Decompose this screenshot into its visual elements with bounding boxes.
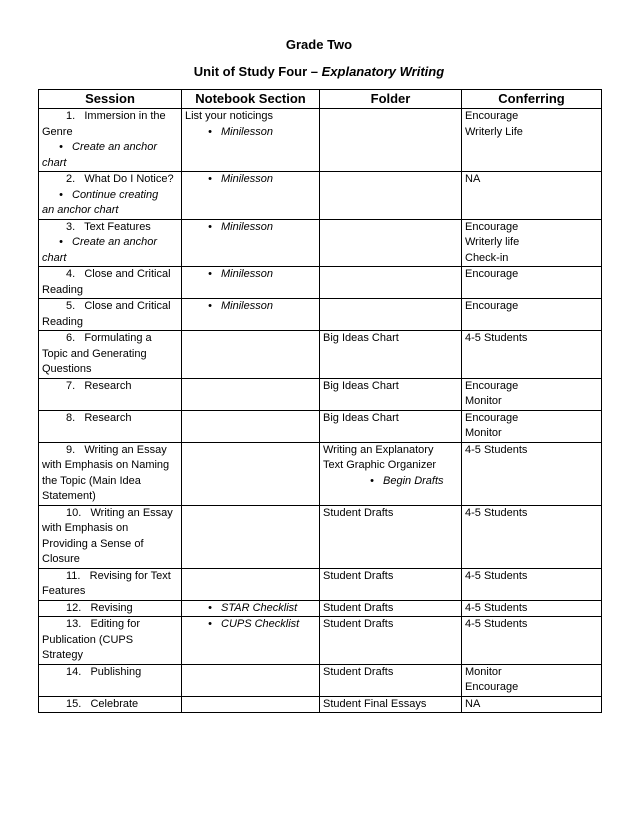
conferring-cell (462, 410, 602, 442)
session-title-cont: Topic and Generating (42, 347, 147, 360)
session-number: 13. (66, 618, 82, 630)
folder-text: Student Drafts (323, 506, 394, 519)
folder-cell (320, 172, 462, 220)
session-title-cont: Providing a Sense of (42, 537, 144, 550)
session-cell (39, 505, 182, 568)
notebook-cell (182, 378, 320, 410)
folder-cell (320, 568, 462, 600)
session-title-cont: Strategy (42, 649, 83, 661)
table-row (39, 600, 602, 617)
session-cell (39, 299, 182, 331)
session-cell (39, 267, 182, 299)
unit-plan-table (38, 89, 602, 713)
bullet-icon: • (59, 188, 63, 201)
session-number: 3. (66, 220, 76, 233)
column-header-folder: Folder (320, 90, 462, 109)
table-row (39, 109, 602, 172)
conferring-text: 4-5 Students (465, 506, 528, 519)
session-title: What Do I Notice? (84, 173, 174, 185)
session-cell (39, 172, 182, 220)
session-first-line (42, 267, 178, 283)
session-first-line (42, 569, 178, 585)
session-title-cont: Statement) (42, 490, 96, 502)
conferring-cell (462, 219, 602, 267)
session-number: 11. (66, 569, 81, 582)
conferring-text: Encourage (465, 268, 519, 280)
session-first-line (42, 617, 178, 633)
table-row (39, 568, 602, 600)
session-title: Celebrate (90, 697, 139, 710)
bullet-icon: • (208, 173, 212, 185)
conferring-cell (462, 331, 602, 379)
bullet-icon: • (208, 300, 212, 312)
notebook-cell (182, 617, 320, 665)
session-title-cont: Features (42, 585, 86, 597)
notebook-cell (182, 410, 320, 442)
header-row (39, 90, 602, 109)
folder-text: Writing an Explanatory (323, 443, 434, 456)
conferring-text: NA (465, 697, 481, 710)
bullet-text: Create an anchor (72, 236, 157, 248)
folder-text: Big Ideas Chart (323, 411, 399, 424)
conferring-cell (462, 267, 602, 299)
session-number: 10. (66, 506, 82, 519)
folder-cell (320, 331, 462, 379)
table-row (39, 617, 602, 665)
bullet-text: CUPS Checklist (221, 618, 300, 630)
folder-text: Student Final Essays (323, 697, 427, 710)
session-title: Research (84, 379, 132, 392)
conferring-text: 4-5 Students (465, 601, 528, 614)
bullet-text: Minilesson (221, 268, 273, 280)
session-number: 6. (66, 332, 76, 344)
folder-cell (320, 299, 462, 331)
bullet-text: Minilesson (221, 173, 273, 185)
session-title-cont: with Emphasis on Naming (42, 459, 170, 471)
session-number: 1. (66, 110, 76, 122)
notebook-bullet (185, 125, 316, 141)
bullet-icon: • (208, 601, 212, 614)
session-bullet-cont: an anchor chart (42, 204, 119, 216)
session-title: Formulating a (84, 332, 152, 344)
conferring-text: Encourage (465, 300, 519, 312)
session-bullet (42, 188, 178, 204)
session-cell (39, 109, 182, 172)
table-row (39, 410, 602, 442)
conferring-cell (462, 109, 602, 172)
table-row (39, 219, 602, 267)
notebook-text: List your noticings (185, 110, 274, 122)
session-title: Close and Critical (84, 300, 171, 312)
notebook-bullet (185, 299, 316, 315)
folder-cell (320, 267, 462, 299)
session-first-line (42, 443, 178, 459)
session-cell (39, 568, 182, 600)
session-title: Editing for (90, 618, 140, 630)
conferring-text: Writerly Life (465, 125, 523, 138)
session-cell (39, 378, 182, 410)
column-header-conferring: Conferring (462, 90, 602, 109)
notebook-cell (182, 568, 320, 600)
session-cell (39, 664, 182, 696)
session-cell (39, 442, 182, 505)
session-title-cont: Reading (42, 283, 83, 296)
conferring-text: Encourage (465, 681, 519, 693)
table-row (39, 505, 602, 568)
notebook-cell (182, 600, 320, 617)
session-first-line (42, 601, 178, 617)
session-title: Publishing (90, 665, 142, 678)
column-header-notebook: Notebook Section (182, 90, 320, 109)
session-title-cont: with Emphasis on (42, 522, 129, 534)
notebook-cell (182, 664, 320, 696)
session-cell (39, 410, 182, 442)
subtitle-italic: Explanatory Writing (321, 64, 445, 79)
session-number: 5. (66, 300, 76, 312)
bullet-icon: • (208, 618, 212, 630)
session-first-line (42, 665, 178, 681)
conferring-text: Check-in (465, 251, 509, 264)
bullet-icon: • (208, 220, 212, 233)
table-row (39, 696, 602, 713)
session-number: 2. (66, 173, 76, 185)
session-first-line (42, 299, 178, 315)
session-number: 12. (66, 601, 82, 614)
session-number: 9. (66, 443, 76, 456)
folder-bullet (323, 474, 458, 490)
session-bullet-cont: chart (42, 156, 67, 169)
session-first-line (42, 506, 178, 522)
notebook-cell (182, 109, 320, 172)
conferring-cell (462, 617, 602, 665)
session-title-cont: Reading (42, 315, 83, 328)
session-cell (39, 219, 182, 267)
bullet-icon: • (59, 236, 63, 248)
conferring-text: Encourage (465, 220, 519, 233)
bullet-icon: • (59, 141, 63, 153)
session-title-cont: the Topic (Main Idea (42, 474, 141, 487)
folder-cell (320, 505, 462, 568)
conferring-text: 4-5 Students (465, 569, 528, 582)
notebook-bullet (185, 601, 316, 617)
conferring-cell (462, 696, 602, 713)
folder-text: Big Ideas Chart (323, 332, 399, 344)
bullet-text: STAR Checklist (221, 601, 298, 614)
bullet-icon: • (208, 268, 212, 280)
conferring-cell (462, 442, 602, 505)
notebook-cell (182, 505, 320, 568)
folder-cell (320, 442, 462, 505)
conferring-text: Monitor (465, 427, 502, 439)
folder-cell (320, 664, 462, 696)
conferring-text: Encourage (465, 411, 519, 424)
table-row (39, 299, 602, 331)
bullet-icon: • (370, 474, 374, 487)
bullet-text: Create an anchor (72, 141, 157, 153)
table-row (39, 331, 602, 379)
folder-cell (320, 617, 462, 665)
bullet-text: Minilesson (221, 300, 273, 312)
session-first-line (42, 220, 178, 236)
session-number: 15. (66, 697, 82, 710)
session-cell (39, 600, 182, 617)
notebook-cell (182, 172, 320, 220)
session-first-line (42, 331, 178, 347)
folder-text: Text Graphic Organizer (323, 459, 437, 471)
conferring-text: Encourage (465, 110, 519, 122)
conferring-text: NA (465, 173, 481, 185)
conferring-text: 4-5 Students (465, 332, 528, 344)
bullet-text: Minilesson (221, 125, 273, 138)
folder-text: Student Drafts (323, 569, 394, 582)
session-number: 8. (66, 411, 76, 424)
folder-cell (320, 109, 462, 172)
conferring-text: 4-5 Students (465, 618, 528, 630)
folder-text: Student Drafts (323, 665, 394, 678)
session-first-line (42, 697, 178, 713)
table-body (39, 109, 602, 713)
table-row (39, 267, 602, 299)
page-title: Grade Two (285, 37, 353, 52)
session-title: Research (84, 411, 132, 424)
notebook-cell (182, 299, 320, 331)
session-cell (39, 617, 182, 665)
session-cell (39, 331, 182, 379)
session-title: Close and Critical (84, 268, 171, 280)
notebook-cell (182, 219, 320, 267)
notebook-cell (182, 442, 320, 505)
bullet-text: Continue creating (72, 188, 159, 201)
table-row (39, 378, 602, 410)
session-first-line (42, 109, 178, 125)
notebook-bullet (185, 267, 316, 283)
folder-text: Student Drafts (323, 618, 394, 630)
conferring-cell (462, 505, 602, 568)
subtitle-plain: Unit of Study Four – (193, 64, 322, 79)
table-row (39, 442, 602, 505)
folder-cell (320, 410, 462, 442)
session-title: Immersion in the (84, 110, 166, 122)
session-bullet (42, 140, 178, 156)
notebook-cell (182, 331, 320, 379)
session-title: Revising (90, 601, 133, 614)
folder-cell (320, 600, 462, 617)
folder-cell (320, 219, 462, 267)
folder-text: Big Ideas Chart (323, 379, 399, 392)
bullet-text: Minilesson (221, 220, 273, 233)
folder-cell (320, 696, 462, 713)
session-title-cont: Genre (42, 125, 73, 138)
session-first-line (42, 172, 178, 188)
table-row (39, 664, 602, 696)
column-header-session: Session (39, 90, 182, 109)
unit-subtitle (0, 64, 638, 79)
session-bullet-cont: chart (42, 251, 67, 264)
session-title: Text Features (84, 220, 151, 233)
folder-cell (320, 378, 462, 410)
bullet-text: Begin Drafts (383, 474, 444, 487)
conferring-text: Encourage (465, 379, 519, 392)
session-title: Writing an Essay (90, 506, 173, 519)
conferring-cell (462, 600, 602, 617)
conferring-text: Writerly life (465, 236, 520, 248)
conferring-cell (462, 568, 602, 600)
conferring-text: Monitor (465, 395, 502, 407)
session-bullet (42, 235, 178, 251)
notebook-bullet (185, 617, 316, 633)
session-title: Revising for Text (89, 569, 171, 582)
session-number: 14. (66, 665, 82, 678)
notebook-cell (182, 267, 320, 299)
session-first-line (42, 411, 178, 427)
session-title-cont: Publication (CUPS (42, 633, 134, 646)
conferring-cell (462, 172, 602, 220)
session-number: 4. (66, 268, 76, 280)
conferring-cell (462, 299, 602, 331)
session-title: Writing an Essay (84, 443, 167, 456)
session-number: 7. (66, 379, 76, 392)
conferring-cell (462, 664, 602, 696)
folder-text: Student Drafts (323, 601, 394, 614)
table-row (39, 172, 602, 220)
conferring-text: 4-5 Students (465, 443, 528, 456)
bullet-icon: • (208, 125, 212, 138)
conferring-text: Monitor (465, 665, 502, 678)
session-title-cont: Closure (42, 553, 80, 565)
session-first-line (42, 379, 178, 395)
session-cell (39, 696, 182, 713)
session-title-cont: Questions (42, 363, 92, 375)
conferring-cell (462, 378, 602, 410)
notebook-bullet (185, 172, 316, 188)
notebook-bullet (185, 220, 316, 236)
notebook-cell (182, 696, 320, 713)
